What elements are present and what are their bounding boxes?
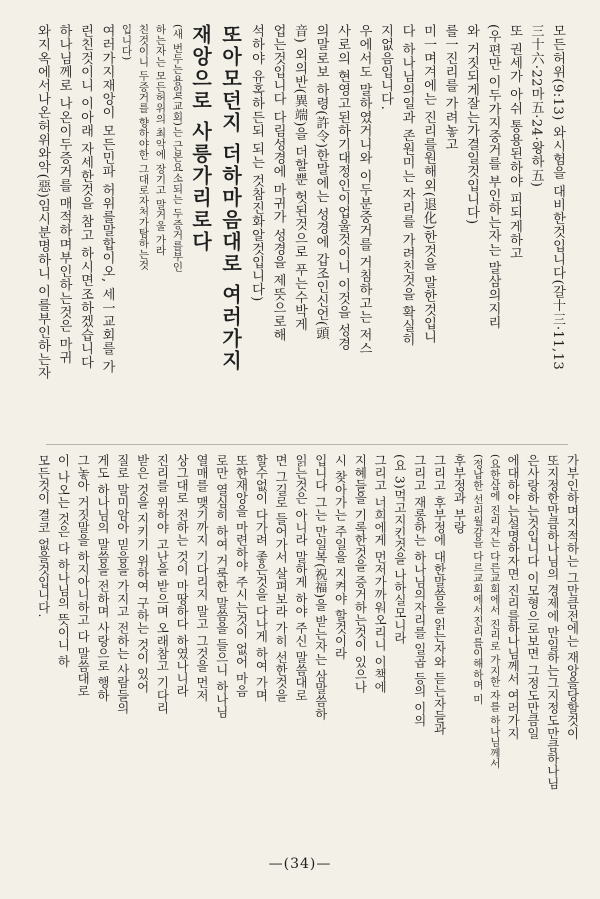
text-column: 은사랑하는것입니다 이모형으로보면 그정도만큼일	[525, 454, 541, 740]
text-column: 그리고 재롱하는 하나님의자리를 일곱 등의 이의	[412, 454, 428, 727]
text-column: 지없음입니다.	[378, 24, 393, 111]
text-column: 우에서도 말하였거니와 이두분중거를 거침하고는 저스	[356, 24, 372, 356]
text-column: 할수없이 다가려 좋은것을 다나게 하여 가며	[253, 454, 269, 702]
text-column: 시 찾아가는 주일을 지켜야 할것이라	[333, 454, 349, 660]
text-column: 하는자는 모든허위의 최악에 장기고 말거울 가라	[154, 24, 167, 256]
text-column: 가부인하며지적하는 그만큼전에는 재앙을당할것이	[565, 454, 580, 740]
bottom-text-block	[36, 454, 582, 852]
text-column: 그리고 후부정에 대한말씀을 읽는자와 듣는자들과	[432, 454, 448, 736]
text-column: 그놓아 거짓말을 하지아니하고 다 말씀대로	[75, 454, 91, 698]
text-column: (요한삼에 진리자는 다른교회에서 진리로 가지한 자를 하나님께서	[488, 454, 501, 769]
text-column: 입니다)	[120, 24, 133, 61]
page-number: —(34)—	[268, 856, 332, 872]
text-column: 와 거짓되게잘는가결일것입니다)	[464, 24, 479, 225]
text-column: 입니다 그는 만일복(祝福)을 받는자는 삼말씀하	[313, 454, 329, 721]
section-heading: 재앙으로 사릉가리로다	[188, 24, 213, 253]
text-column: 또 권세가 아쉬 통용된하야 피되게하고	[507, 24, 522, 260]
text-column: (우편만 이두가지중거를 부인하는자는 말삼의지리	[485, 24, 501, 329]
text-column: 의말로보 하령(許令)한말에는 성경에 갑조인신언(頭	[313, 24, 329, 341]
text-column: 게도 하나님의 말씀을 전하며 사랑으로 행하	[95, 454, 111, 702]
text-column: 상그대로 전하는 것이 마땅하다 하였나니라	[174, 454, 190, 698]
text-column: 읽는것은 아니라 말하게 하야 주신 말씀대로	[293, 454, 309, 702]
text-column: 석하야 유혹하든되 되는 것참진화알것입니다)	[249, 24, 264, 302]
section-heading: 또아모던지 더하마음대로 여러가지	[218, 24, 243, 372]
text-column: 또지정한만큼하나님의 경제에 만일하는그지정도만큼하나님	[545, 454, 561, 790]
text-column: 이 나오는 것은 다 하나님의 뜻이니 하	[55, 454, 71, 668]
text-column: 三十六·22마五·24·왕하五)	[528, 24, 544, 188]
text-column: 音) 외의반(異端)을 더할뿐 헛된것으로 푸는수박게	[292, 24, 307, 332]
text-column: 미一며겨에는 진리를원해외(退化)한것을 말한것입니	[421, 24, 436, 344]
text-column: 다 하나님의일과 존원미는 자리를 가려친것을 확실히	[399, 24, 415, 347]
text-column: 를一진리를 가려놓고	[442, 24, 458, 151]
text-column: 친것이니 두증거를 향하야한 그대로자처가탐하는것	[137, 24, 150, 271]
text-column: 모든것이 결코 없을것입니다.	[36, 454, 52, 618]
text-column: 후부정과 부랑	[451, 454, 467, 534]
text-column: 면 그길로 들어가서 살펴보라 가히 선한것을	[273, 454, 289, 702]
text-column: 진리를 위하야 고난을 받으며 오래참고 기다리	[154, 454, 170, 715]
text-column: 사로의 현영고된하기대정인이업울것이니 이것을 성경	[335, 24, 350, 351]
text-column: 에대하야는설명하자면 진리를하나님께서 여러가지	[505, 454, 521, 740]
text-column: 여러가지재앙이 모든민파 허위를말합이오, 세一교회를 가	[99, 24, 115, 374]
text-column: 또한재앙을 마련하야 주시는것이 없어 마음	[234, 454, 250, 698]
text-column: 와지옥에서나온허위와악(惡)임시분명하니 이를부인하는자	[35, 24, 50, 380]
section-divider	[46, 444, 568, 445]
text-column: 열매를 맺기까지 기다리지 말고 그것을 먼저	[194, 454, 210, 702]
text-column: 질로 말미암아 믿음을 가지고 전하는 사람들의	[115, 454, 131, 715]
text-column: (새 번두는용일(교회)는 근본요소되는 두증거를부인	[171, 24, 184, 273]
text-column: (요 3)먹고지킨것을 나하실모니라	[392, 454, 408, 645]
text-column: 로만 열심히 하여 거룩한 말씀을 들으니 하나님	[214, 454, 230, 719]
text-column: 린친것이니 이아래 자세한것을 참고 하시면조하겠습니다	[78, 24, 93, 369]
text-column: 하나님께로 나온이두증거를 매적하며부인하는것은 마귀	[56, 24, 72, 365]
text-column: 업는것입니다 다림성경에 마귀가 성경을 제뜻으로해	[270, 24, 286, 342]
text-column: 모든허위(9:13) 와시험을 대비한것입니다(갈十三·11,13	[550, 24, 565, 371]
top-text-block	[35, 24, 568, 438]
text-column: 받은 것을 지키기 위하여 구하는 것이 있어	[135, 454, 151, 694]
text-column: 지혜들을 기록한것을 증거하는것이 있으나	[352, 454, 368, 694]
text-column: (정남한 선리월감을 다르교회에서진리를이해하며 미	[471, 454, 484, 705]
text-column: 그리고 너희에게 먼저가까워오리니 이책에	[372, 454, 388, 694]
